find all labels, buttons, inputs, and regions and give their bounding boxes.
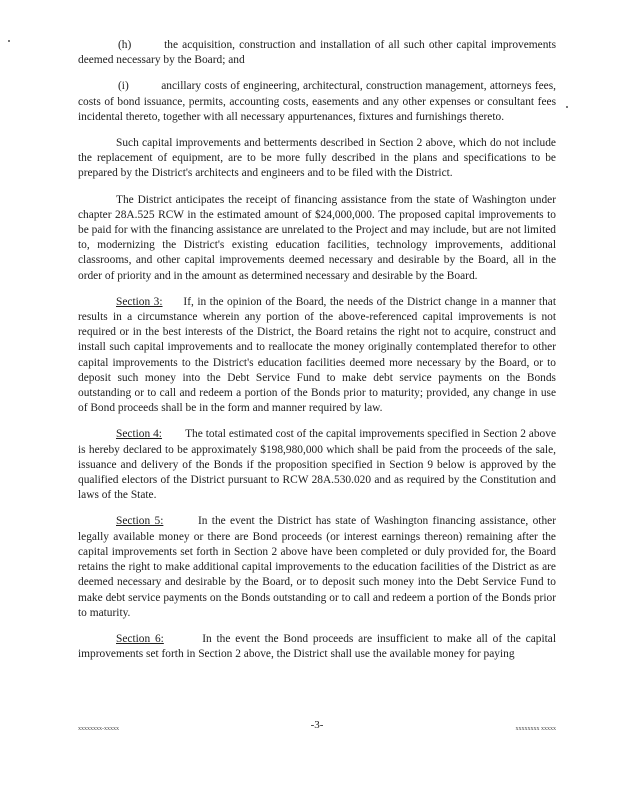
paragraph-section-3 [78, 295, 556, 417]
section-3-heading: Section 3: [116, 295, 163, 308]
paragraph-h [78, 38, 556, 68]
item-label-i: (i) [118, 80, 129, 93]
section-5-text: In the event the District has state of Washington financing assistance, other legally available money or there are Bond proceeds (or interest earnings thereon) remaining after the capital improvements set forth in Section 2 above have been completed or duly provided for, the Board retains the right to make additional capital improvements to the education facilities of the District as are deemed necessary and desirable by the Board, or to deposit such money into the Debt Service Fund to make debt service payments on the Bonds outstanding or to call and redeem a portion of the Bonds prior to maturity. [78, 515, 557, 619]
section-3-text: If, in the opinion of the Board, the needs of the District change in a manner that results in a circumstance wherein any portion of the above-referenced capital improvements is not required or in the best interests of the District, the Board retains the right not to acquire, construct and install such capital improvements and to reallocate the money originally contemplated therefor to other capital improvements to the District's education facilities deemed more necessary by the Board, or to deposit such money into the Debt Service Fund to make debt service payments on the Bonds outstanding or to call and redeem a portion of the Bonds prior to maturity; provided, any change in use of Bond proceeds shall be in the form and manner required by law. [78, 295, 557, 415]
footer-reference: xxxxxxxx xxxxx [515, 726, 556, 732]
paragraph-section-4 [78, 427, 556, 503]
document-body [78, 38, 556, 673]
paragraph-section-6 [78, 632, 556, 662]
footer-document-id: xxxxxxxx-xxxxx [78, 726, 119, 732]
section-6-heading: Section 6: [116, 632, 164, 645]
section-6-text: In the event the Bond proceeds are insufficient to make all of the capital improvements set forth in Section 2 above, the District shall use the available money for paying [78, 632, 556, 661]
item-label-h: (h) [118, 39, 132, 51]
section-4-text: The total estimated cost of the capital improvements specified in Section 2 above is hereby declared to be approximately $198,980,000 which shall be paid from the proceeds of the sale, issuance and delivery of the Bonds if the proposition specified in Section 9 below is approved by the qualified electors of the District pursuant to RCW 28A.530.020 and as required by the Constitution and laws of the State. [78, 428, 557, 502]
paragraph-i [78, 79, 556, 125]
section-5-heading: Section 5: [116, 515, 164, 528]
paragraph-improvements: Such capital improvements and betterments described in Section 2 above, which do not include the replacement of equipment, are to be more fully described in the plans and specifications to be prepared by the District's architects and engineers and to be filed with the District. [78, 137, 556, 180]
section-4-heading: Section 4: [116, 428, 162, 441]
page-footer [78, 719, 556, 733]
page-number: -3- [310, 719, 324, 731]
scan-speck [566, 106, 568, 108]
item-text-i: ancillary costs of engineering, architectural, construction management, attorneys fees, costs of bond issuance, permits, accounting costs, easements and any other expenses or consultant fees incidental thereto, together with all necessary appurtenances, fixtures and furnishings thereto. [78, 80, 557, 123]
paragraph-section-5 [78, 514, 556, 620]
item-text-h: the acquisition, construction and installation of all such other capital improvements deemed necessary by the Board; and [78, 39, 556, 67]
scan-speck [8, 40, 10, 42]
paragraph-financing-assistance: The District anticipates the receipt of financing assistance from the state of Washington under chapter 28A.525 RCW in the estimated amount of $24,000,000. The proposed capital improvements to be paid for with the financing assistance are unrelated to the Project and may include, but are not limited to, modernizing the District's existing education facilities, technology improvements, additional classrooms, and other capital improvements deemed necessary and desirable by the Board, all in the order of priority and in the amount as determined necessary and desirable by the Board. [78, 193, 556, 282]
